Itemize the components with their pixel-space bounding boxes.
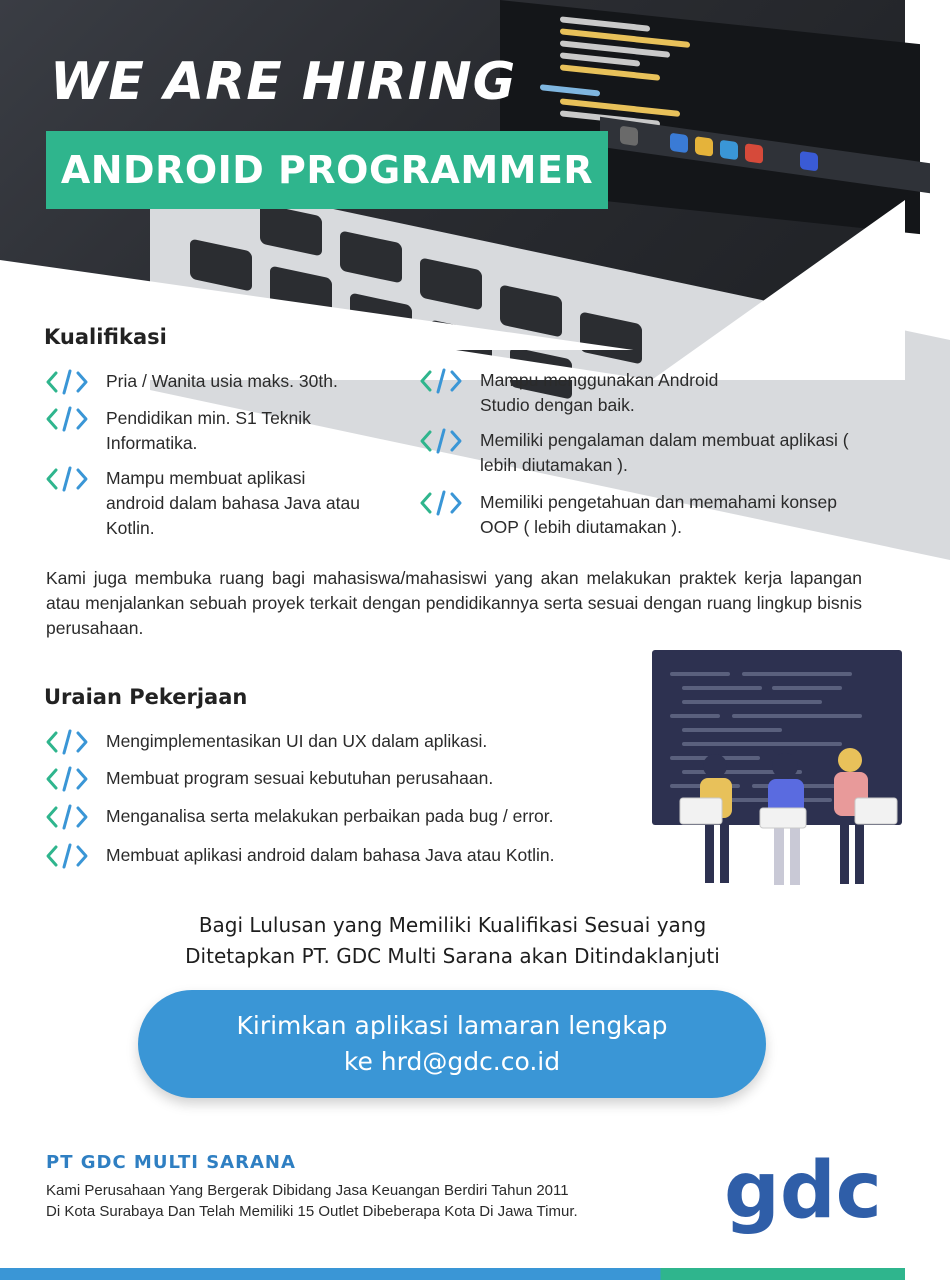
duty-item — [46, 766, 606, 792]
code-bracket-icon — [420, 368, 462, 394]
duty-item — [46, 804, 646, 830]
hero-banner — [0, 0, 905, 340]
role-banner — [46, 131, 608, 209]
qualification-item — [46, 406, 356, 456]
duty-text: Mengimplementasikan UI dan UX dalam aplikasi. — [106, 731, 488, 751]
svg-text:gdc: gdc — [724, 1146, 882, 1236]
code-bracket-icon — [46, 804, 88, 830]
qualification-text: Mampu membuat aplikasi android dalam bahasa Java atau Kotlin. — [106, 468, 360, 538]
role-title: ANDROID PROGRAMMER — [60, 148, 594, 192]
developers-illustration — [650, 648, 905, 898]
qualification-item — [46, 466, 366, 541]
qualification-text: Pendidikan min. S1 Teknik Informatika. — [106, 408, 311, 453]
qualification-item — [420, 490, 840, 540]
code-bracket-icon — [46, 466, 88, 492]
company-description-line: Di Kota Surabaya Dan Telah Memiliki 15 Outlet Dibeberapa Kota Di Jawa Timur. — [46, 1203, 578, 1220]
duty-item — [46, 843, 646, 869]
gdc-logo — [722, 1145, 882, 1236]
cta-heading-line: Bagi Lulusan yang Memiliki Kualifikasi Sesuai yang — [198, 913, 707, 937]
duty-item — [46, 729, 606, 755]
internship-note: Kami juga membuka ruang bagi mahasiswa/mahasiswi yang akan melakukan praktek kerja lapangan atau menjalankan sebuah proyek terkait dengan pendidikannya serta sesuai dengan ruang lingkup bisnis perusahaan. — [46, 568, 862, 638]
code-bracket-icon — [46, 729, 88, 755]
duties-title: Uraian Pekerjaan — [44, 685, 248, 709]
company-description — [46, 1180, 686, 1222]
developers-figures — [650, 648, 905, 898]
code-bracket-icon — [420, 428, 462, 454]
code-bracket-icon — [420, 490, 462, 516]
apply-button-line: Kirimkan aplikasi lamaran lengkap — [236, 1011, 668, 1040]
qualification-item — [420, 428, 850, 478]
code-bracket-icon — [46, 406, 88, 432]
code-bracket-icon — [46, 766, 88, 792]
company-description-line: Kami Perusahaan Yang Bergerak Dibidang Jasa Keuangan Berdiri Tahun 2011 — [46, 1182, 569, 1199]
qualifications-title: Kualifikasi — [44, 325, 167, 349]
qualification-item — [46, 369, 376, 395]
qualification-item — [420, 368, 770, 418]
company-name: PT GDC MULTI SARANA — [46, 1152, 296, 1173]
duty-text: Membuat program sesuai kebutuhan perusahaan. — [106, 768, 494, 788]
qualification-text: Memiliki pengalaman dalam membuat aplikasi ( lebih diutamakan ). — [480, 430, 849, 475]
cta-heading — [0, 910, 905, 972]
code-bracket-icon — [46, 843, 88, 869]
apply-email[interactable]: ke hrd@gdc.co.id — [343, 1047, 561, 1076]
duty-text: Membuat aplikasi android dalam bahasa Java atau Kotlin. — [106, 845, 555, 865]
code-bracket-icon — [46, 369, 88, 395]
bottom-color-bar — [0, 1268, 905, 1280]
qualification-text: Memiliki pengetahuan dan memahami konsep OOP ( lebih diutamakan ). — [480, 492, 838, 537]
apply-button[interactable] — [138, 990, 766, 1098]
duty-text: Menganalisa serta melakukan perbaikan pada bug / error. — [106, 806, 554, 826]
hiring-title: WE ARE HIRING — [50, 52, 517, 112]
cta-heading-line: Ditetapkan PT. GDC Multi Sarana akan Ditindaklanjuti — [185, 944, 720, 968]
qualification-text: Mampu menggunakan Android Studio dengan baik. — [480, 370, 719, 415]
qualification-text: Pria / Wanita usia maks. 30th. — [106, 371, 338, 391]
